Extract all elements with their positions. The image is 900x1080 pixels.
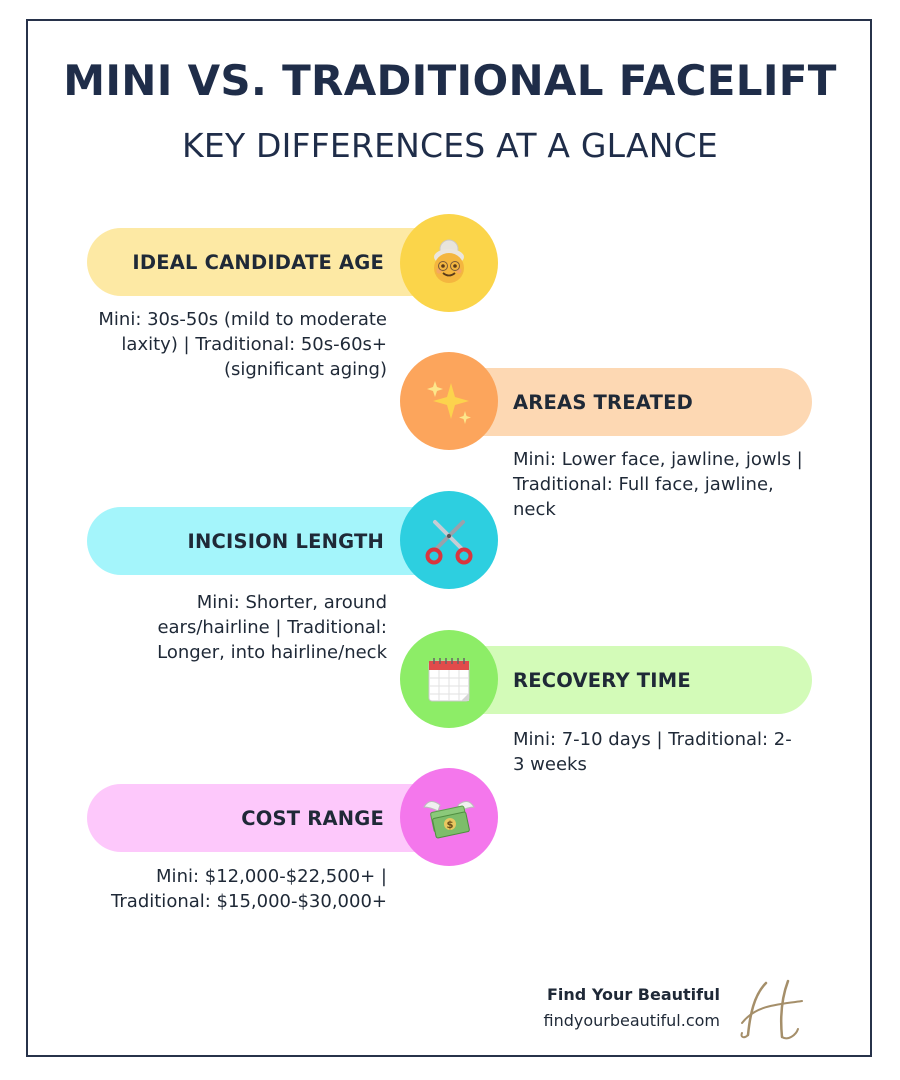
page-title: MINI VS. TRADITIONAL FACELIFT: [63, 56, 837, 105]
brand-name: Find Your Beautiful: [547, 985, 720, 1004]
calendar-icon: [400, 630, 498, 728]
older-woman-icon: [400, 214, 498, 312]
money-with-wings-icon: [400, 768, 498, 866]
description-recovery-time: Mini: 7-10 days | Traditional: 2-3 weeks: [513, 729, 792, 775]
brand-logo: [736, 975, 808, 1049]
pill-label: INCISION LENGTH: [187, 529, 384, 553]
pill-incision-length: [87, 507, 447, 575]
pill-ideal-candidate-age: [87, 228, 447, 296]
description-areas-treated: Mini: Lower face, jawline, jowls | Traditional: Full face, jawline, neck: [513, 449, 803, 520]
pill-label: AREAS TREATED: [513, 390, 693, 414]
pill-label: IDEAL CANDIDATE AGE: [132, 250, 384, 274]
pill-cost-range: [87, 784, 447, 852]
description-ideal-candidate-age: Mini: 30s-50s (mild to moderate laxity) | Traditional: 50s-60s+ (significant aging): [98, 309, 387, 380]
description-cost-range: Mini: $12,000-$22,500+ | Traditional: $15,000-$30,000+: [111, 866, 387, 912]
page-subtitle: KEY DIFFERENCES AT A GLANCE: [182, 126, 718, 165]
sparkles-icon: [400, 352, 498, 450]
description-incision-length: Mini: Shorter, around ears/hairline | Traditional: Longer, into hairline/neck: [157, 592, 387, 663]
pill-label: RECOVERY TIME: [513, 668, 691, 692]
svg-text:$: $: [446, 820, 454, 831]
pill-label: COST RANGE: [241, 806, 384, 830]
scissors-icon: [400, 491, 498, 589]
brand-url: findyourbeautiful.com: [543, 1011, 720, 1030]
